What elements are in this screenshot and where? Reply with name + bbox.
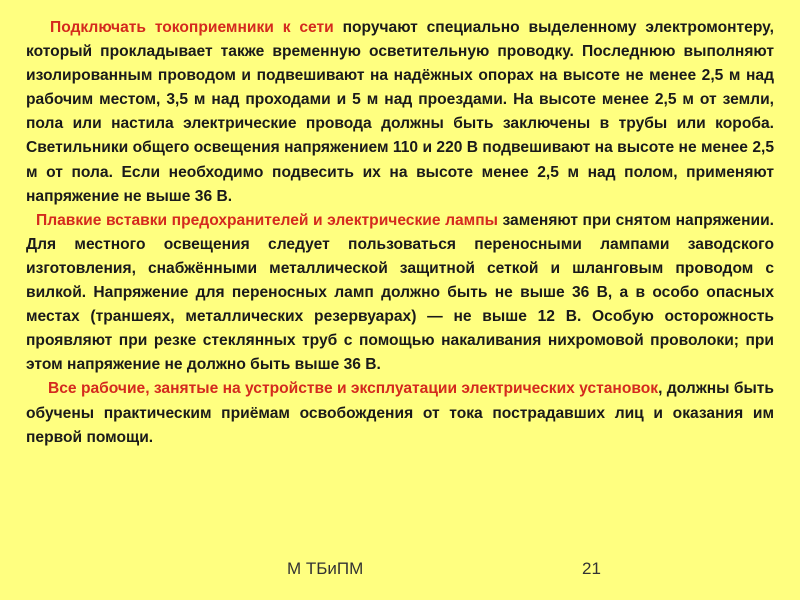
footer-course-label: М ТБиПМ xyxy=(287,559,364,578)
paragraph-highlight: Все рабочие, занятые на устройстве и эксплуатации электрических установок xyxy=(48,380,659,398)
paragraph-highlight: Подключать токоприемники к сети xyxy=(50,19,334,36)
paragraph-text: поручают специально выделенному электромонтеру, который прокладывает также временную осветительную проводку. Последнюю выполняют изолированным проводом и подвешивают на надёжных опорах на высоте не менее 2,5 м над рабочим местом, 3,5 м над проходами и 5 м над проездами. На высоте менее 2,5 м от земли, пола или настила электрические провода должны быть заключены в трубы или короба. Светильники общего освещения напряжением 110 и 220 В подвешивают на высоте не менее 2,5 м от пола. Если необходимо подвесить их на высоте менее 2,5 м над полом, применяют напряжение не выше 36 В. xyxy=(26,19,774,205)
paragraph-text: заменяют при снятом напряжении. Для местного освещения следует пользоваться переносными лампами заводского изготовления, снабжёнными металлической защитной сеткой и шланговым проводом с вилкой. Напряжение для переносных ламп должно быть не выше 36 В, а в особо опасных местах (траншеях, металлических резервуарах) — не выше 12 В. Особую осторожность проявляют при резке стеклянных труб с помощью накаливания нихромовой проволоки; при этом напряжение не должно быть выше 36 В. xyxy=(26,211,774,374)
paragraph-highlight: Плавкие вставки предохранителей и электрические лампы xyxy=(36,211,498,229)
paragraph-first-aid xyxy=(26,377,774,449)
footer-page-number: 21 xyxy=(582,559,601,578)
paragraph-connection-rules xyxy=(26,16,774,209)
paragraph-fuses-lamps xyxy=(26,209,774,378)
paragraph-text: , должны быть обучены практическим приёмам освобождения от тока пострадавших лиц и оказания им первой помощи. xyxy=(26,380,775,446)
slide-body xyxy=(26,16,774,450)
